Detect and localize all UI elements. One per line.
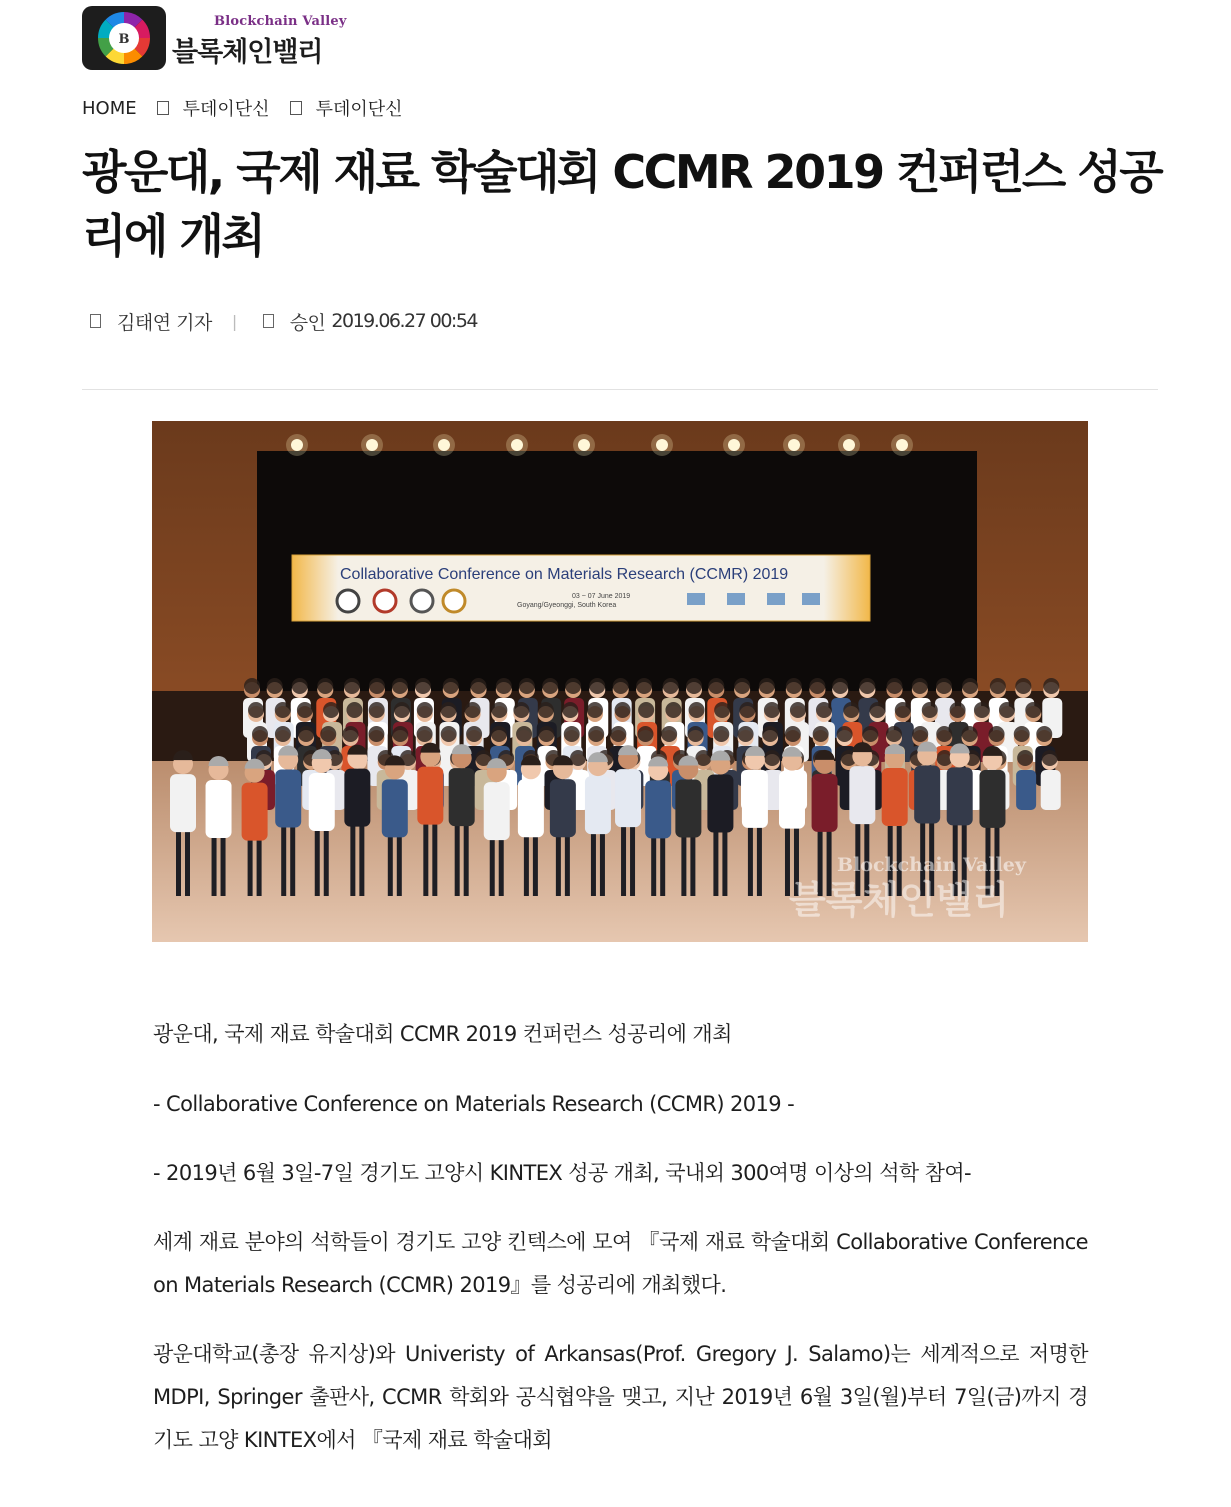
banner-place: Goyang/Gyeonggi, South Korea bbox=[517, 602, 617, 609]
breadcrumb-home-link[interactable]: HOME bbox=[82, 97, 137, 119]
site-logo[interactable] bbox=[82, 6, 347, 70]
article-meta bbox=[90, 307, 477, 335]
article-photo[interactable] bbox=[152, 421, 1088, 942]
article-title: 광운대, 국제 재료 학술대회 CCMR 2019 컨퍼런스 성공리에 개최 bbox=[82, 145, 1162, 263]
photo-watermark-english: Blockchain Valley bbox=[837, 854, 1026, 876]
logo-english-text: Blockchain Valley bbox=[214, 14, 347, 29]
header-divider bbox=[82, 389, 1158, 390]
body-paragraph: 광운대, 국제 재료 학술대회 CCMR 2019 컨퍼런스 성공리에 개최 bbox=[153, 1022, 732, 1046]
logo-korean-text: 블록체인밸리 bbox=[172, 37, 323, 68]
breadcrumb bbox=[82, 95, 403, 121]
author-name[interactable]: 김태연 기자 bbox=[117, 311, 212, 334]
breadcrumb-separator-icon bbox=[290, 101, 302, 115]
breadcrumb-section-link[interactable]: 투데이단신 bbox=[182, 99, 270, 120]
group-photo-illustration bbox=[152, 421, 1088, 942]
banner-dates: 03 ~ 07 June 2019 bbox=[572, 593, 631, 600]
photo-watermark-korean: 블록체인밸리 bbox=[789, 878, 1010, 922]
body-paragraph: - Collaborative Conference on Materials Research (CCMR) 2019 - bbox=[153, 1092, 795, 1116]
body-paragraph: 세계 재료 분야의 석학들이 경기도 고양 킨텍스에 모여 『국제 재료 학술대회 Collaborative Conference on Materials Research (CCMR) 2019』를 성공리에 개최했다. bbox=[153, 1230, 1088, 1297]
article-body bbox=[153, 1013, 1088, 1488]
body-paragraph: 광운대학교(총장 유지상)와 Univeristy of Arkansas(Prof. Gregory J. Salamo)는 세계적으로 저명한 MDPI, Springer 출판사, CCMR 학회와 공식협약을 맺고, 지난 2019년 6월 3일(월)부터 7일(금)까지 경기도 고양 KINTEX에서 『국제 재료 학술대회 bbox=[153, 1342, 1088, 1452]
breadcrumb-subsection-link[interactable]: 투데이단신 bbox=[315, 99, 403, 120]
breadcrumb-separator-icon bbox=[157, 101, 169, 115]
logo-mark-letter: B bbox=[118, 32, 130, 47]
approved-label: 승인 bbox=[289, 311, 326, 334]
logo-mark-icon bbox=[82, 6, 166, 70]
author-icon bbox=[90, 314, 101, 328]
body-paragraph: - 2019년 6월 3일-7일 경기도 고양시 KINTEX 성공 개최, 국내외 300여명 이상의 석학 참여- bbox=[153, 1161, 971, 1185]
banner-title: Collaborative Conference on Materials Research (CCMR) 2019 bbox=[340, 566, 789, 583]
meta-divider: | bbox=[231, 311, 237, 331]
approved-datetime: 2019.06.27 00:54 bbox=[331, 310, 478, 332]
clock-icon bbox=[263, 314, 274, 328]
